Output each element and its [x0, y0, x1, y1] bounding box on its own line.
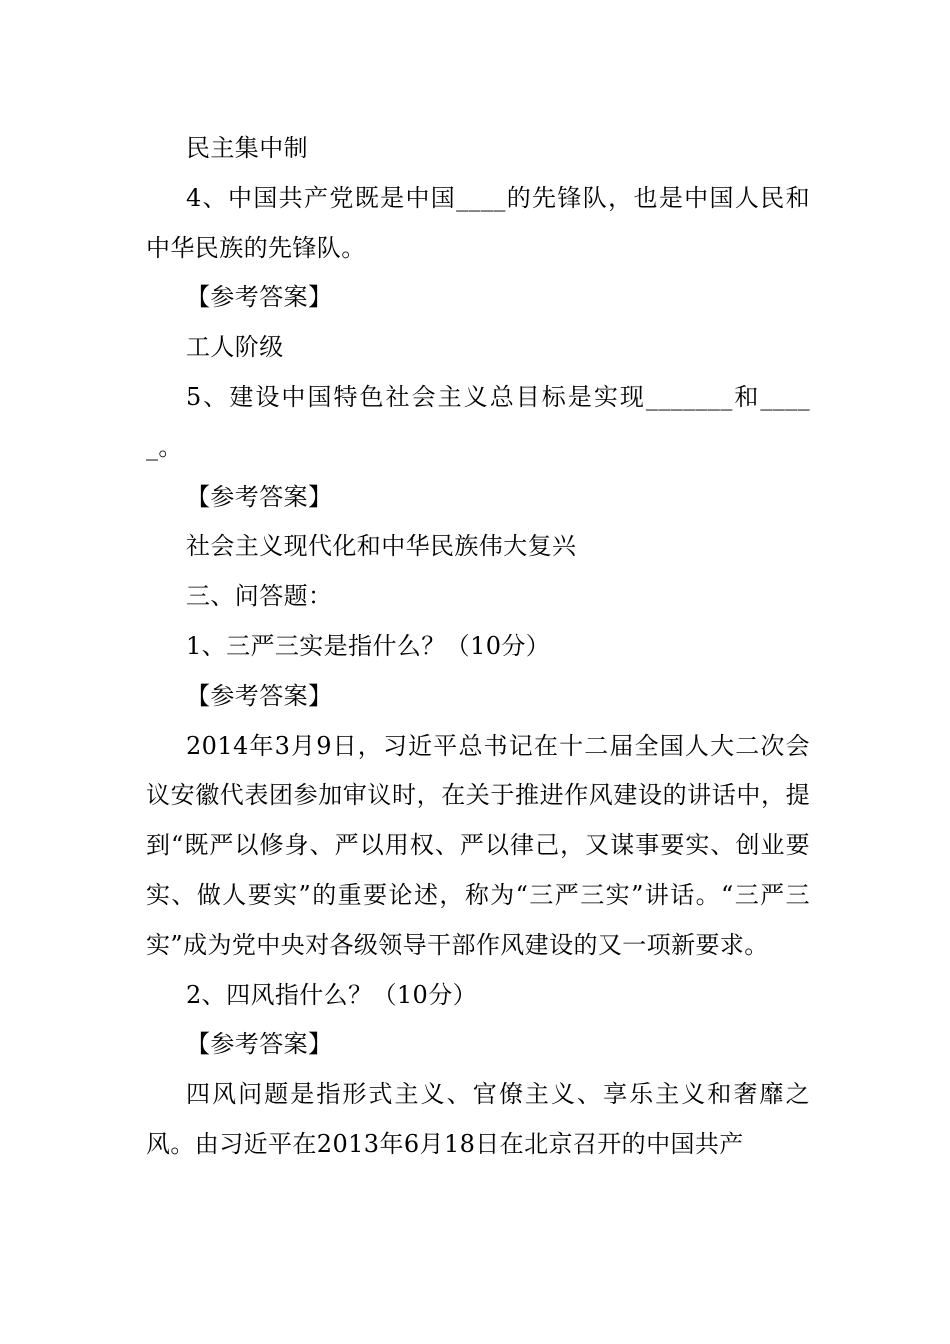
- question-text: 1、三严三实是指什么？（10分）: [186, 631, 551, 660]
- section-heading: 三、问答题：: [186, 582, 333, 611]
- answer-text: 社会主义现代化和中华民族伟大复兴: [186, 532, 577, 561]
- answer-text: 2014年3月9日，习近平总书记在十二届全国人大二次会议安徽代表团参加审议时，在关于推进作风建设的讲话中，提到“既严以修身、严以用权、严以律己，又谋事要实、创业要实、做人要实”的重要论述，称为“三严三实”讲话。“三严三实”成为党中央对各级领导干部作风建设的又一项新要求。: [146, 731, 810, 959]
- answer-label: 【参考答案】: [186, 482, 333, 511]
- answer-text: 工人阶级: [186, 333, 284, 362]
- question-text: 2、四风指什么？（10分）: [186, 980, 478, 1009]
- answer-label: 【参考答案】: [186, 681, 333, 710]
- answer-label: 【参考答案】: [186, 283, 333, 312]
- question-text: 5、建设中国特色社会主义总目标是实现_______和_____。: [146, 382, 810, 461]
- question-text: 4、中国共产党既是中国____的先锋队，也是中国人民和中华民族的先锋队。: [146, 183, 810, 262]
- document-page: [146, 124, 810, 1170]
- answer-label: 【参考答案】: [186, 1030, 333, 1059]
- answer-text: 民主集中制: [186, 134, 308, 162]
- answer-text: 四风问题是指形式主义、官僚主义、享乐主义和奢靡之风。由习近平在2013年6月18日在北京召开的中国共产: [146, 1080, 810, 1158]
